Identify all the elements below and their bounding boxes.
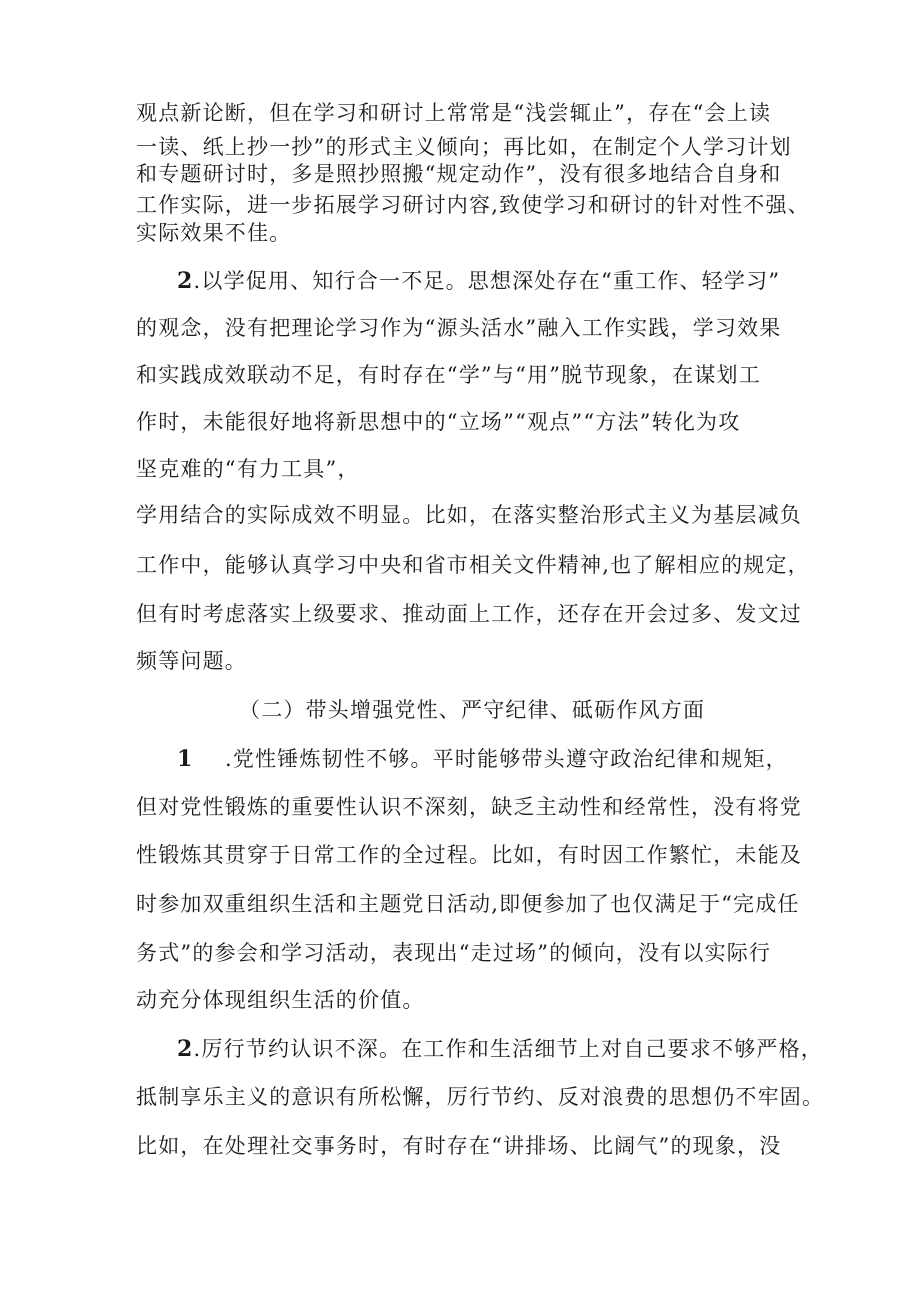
text-line: 比如，在处理社交事务时，有时存在“讲排场、比阔气”的现象，没	[136, 1134, 782, 1158]
text-line: 抵制享乐主义的意识有所松懈，厉行节约、反对浪费的思想仍不牢固。	[136, 1085, 825, 1109]
text-line: 和实践成效联动不足，有时存在“学”与“用”脱节现象，在谋划工	[136, 363, 761, 387]
item-text: .厉行节约认识不深。在工作和生活细节上对自己要求不够严格，	[193, 1037, 823, 1061]
text-line: 坚克难的“有力工具”，	[136, 457, 360, 481]
item-text: .以学促用、知行合一不足。思想深处存在“重工作、轻学习”	[193, 269, 781, 293]
text-line: 时参加双重组织生活和主题党日活动,即便参加了也仅满足于“完成任	[136, 892, 800, 916]
text-line: 和专题研讨时，多是照抄照搬“规定动作”，没有很多地结合自身和	[136, 162, 782, 186]
text-line: 学用结合的实际成效不明显。比如，在落实整治形式主义为基层减负	[136, 503, 802, 527]
text-line: 动充分体现组织生活的价值。	[136, 988, 425, 1012]
text-line: 频等问题。	[136, 649, 247, 673]
text-line: 实际效果不佳。	[136, 221, 292, 245]
item-number: 2	[177, 268, 194, 294]
item-text: .党性锤炼韧性不够。平时能够带头遵守政治纪律和规矩，	[225, 747, 788, 771]
text-line: 作时，未能很好地将新思想中的“立场”“观点”“方法”转化为攻	[136, 410, 741, 434]
text-line: 工作实际，进一步拓展学习研讨内容,致使学习和研讨的针对性不强、	[136, 193, 810, 217]
item-number: 1	[177, 746, 194, 772]
text-line: 的观念，没有把理论学习作为“源头活水”融入工作实践，学习效果	[136, 316, 782, 340]
text-line: 观点新论断，但在学习和研讨上常常是“浅尝辄止”，存在“会上读	[136, 101, 772, 125]
text-line: 性锻炼其贯穿于日常工作的全过程。比如，有时因工作繁忙，未能及	[136, 843, 802, 867]
paragraph-first-line	[177, 1036, 823, 1062]
text-line: 但有时考虑落实上级要求、推动面上工作，还存在开会过多、发文过	[136, 602, 802, 626]
paragraph-first-line	[177, 268, 780, 294]
item-number: 2	[177, 1036, 194, 1062]
section-heading: （二）带头增强党性、严守纪律、砥砺作风方面	[239, 698, 706, 722]
text-line: 工作中，能够认真学习中央和省市相关文件精神,也了解相应的规定，	[136, 553, 810, 577]
text-line: 但对党性锻炼的重要性认识不深刻，缺乏主动性和经常性，没有将党	[136, 795, 802, 819]
paragraph-first-line	[177, 746, 788, 772]
text-line: 一读、纸上抄一抄”的形式主义倾向；再比如，在制定个人学习计划	[136, 135, 792, 159]
text-line: 务式”的参会和学习活动，表现出“走过场”的倾向，没有以实际行	[136, 941, 772, 965]
